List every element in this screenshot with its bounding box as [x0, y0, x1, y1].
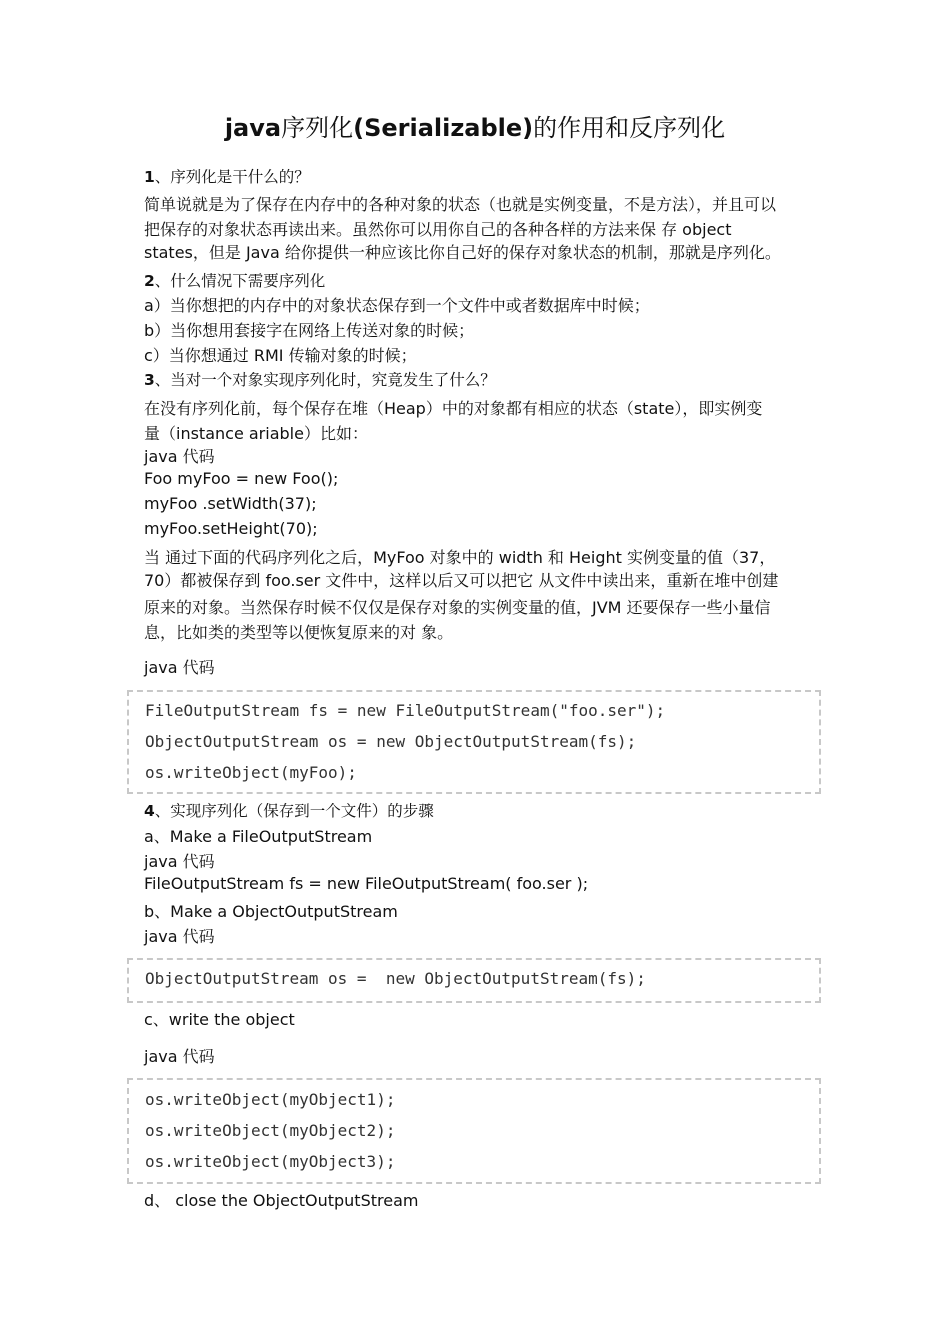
paragraph-line: 当 通过下面的代码序列化之后，MyFoo 对象中的 width 和 Height 实例变量的值（37， — [144, 548, 776, 567]
step-a: a、Make a FileOutputStream — [144, 827, 373, 846]
title-cn-2: 的作用和反序列化 — [533, 114, 726, 142]
code-line: ObjectOutputStream os = new ObjectOutputStream(fs); — [145, 732, 637, 751]
code-label: java 代码 — [144, 658, 215, 677]
list-item: b）当你想用套接字在网络上传送对象的时候； — [144, 321, 475, 340]
heading-q3 — [144, 368, 824, 390]
paragraph-line: 息，比如类的类型等以便恢复原来的对 象。 — [144, 623, 454, 642]
code-line: myFoo.setHeight(70); — [144, 519, 318, 538]
paragraph-line: 把保存的对象状态再读出来。虽然你可以用你自己的各种各样的方法来保 存 object — [144, 220, 732, 239]
heading-number: 2 — [144, 272, 155, 290]
step-c: c、write the object — [144, 1010, 295, 1029]
paragraph-line: 简单说就是为了保存在内存中的各种对象的状态（也就是实例变量，不是方法），并且可以 — [144, 195, 777, 214]
paragraph-line: 量（instance ariable）比如： — [144, 424, 368, 443]
code-line: FileOutputStream fs = new FileOutputStream( foo.ser ); — [144, 874, 589, 893]
heading-number: 3 — [144, 371, 155, 389]
paragraph-line: 原来的对象。当然保存时候不仅仅是保存对象的实例变量的值，JVM 还要保存一些小量信 — [144, 598, 771, 617]
step-b: b、Make a ObjectOutputStream — [144, 902, 398, 921]
heading-number: 1 — [144, 168, 155, 186]
code-line: myFoo .setWidth(37); — [144, 494, 317, 513]
page-title — [0, 108, 950, 143]
code-label: java 代码 — [144, 447, 215, 466]
paragraph-line: 70）都被保存到 foo.ser 文件中，这样以后又可以把它 从文件中读出来，重新在堆中创建 — [144, 571, 779, 590]
title-cn-1: 序列化 — [281, 114, 354, 142]
heading-q2 — [144, 269, 824, 291]
code-label: java 代码 — [144, 852, 215, 871]
code-line: os.writeObject(myObject2); — [145, 1121, 396, 1140]
heading-text: 、序列化是干什么的？ — [154, 168, 310, 186]
code-line: os.writeObject(myFoo); — [145, 763, 357, 782]
paragraph-line: states，但是 Java 给你提供一种应该比你自己好的保存对象状态的机制，那就是序列化。 — [144, 243, 781, 262]
title-serializable: (Serializable) — [353, 114, 534, 142]
heading-text: 、什么情况下需要序列化 — [154, 272, 326, 290]
heading-q1 — [144, 165, 824, 187]
heading-number: 4 — [144, 802, 155, 820]
code-label: java 代码 — [144, 1047, 215, 1066]
code-line: Foo myFoo = new Foo(); — [144, 469, 339, 488]
code-block — [127, 690, 821, 794]
list-item: a）当你想把的内存中的对象状态保存到一个文件中或者数据库中时候； — [144, 296, 650, 315]
heading-text: 、当对一个对象实现序列化时，究竟发生了什么？ — [154, 371, 496, 389]
code-line: FileOutputStream fs = new FileOutputStream("foo.ser"); — [145, 701, 666, 720]
code-block — [127, 958, 821, 1003]
title-java: java — [224, 114, 282, 142]
paragraph-line: 在没有序列化前，每个保存在堆（Heap）中的对象都有相应的状态（state），即实例变 — [144, 399, 763, 418]
code-line: ObjectOutputStream os = new ObjectOutputStream(fs); — [145, 969, 646, 988]
list-item: c）当你想通过 RMI 传输对象的时候； — [144, 346, 417, 365]
heading-q4 — [144, 799, 824, 821]
step-d: d、 close the ObjectOutputStream — [144, 1191, 419, 1210]
code-block — [127, 1078, 821, 1184]
code-line: os.writeObject(myObject1); — [145, 1090, 396, 1109]
heading-text: 、实现序列化（保存到一个文件）的步骤 — [154, 802, 434, 820]
code-label: java 代码 — [144, 927, 215, 946]
code-line: os.writeObject(myObject3); — [145, 1152, 396, 1171]
